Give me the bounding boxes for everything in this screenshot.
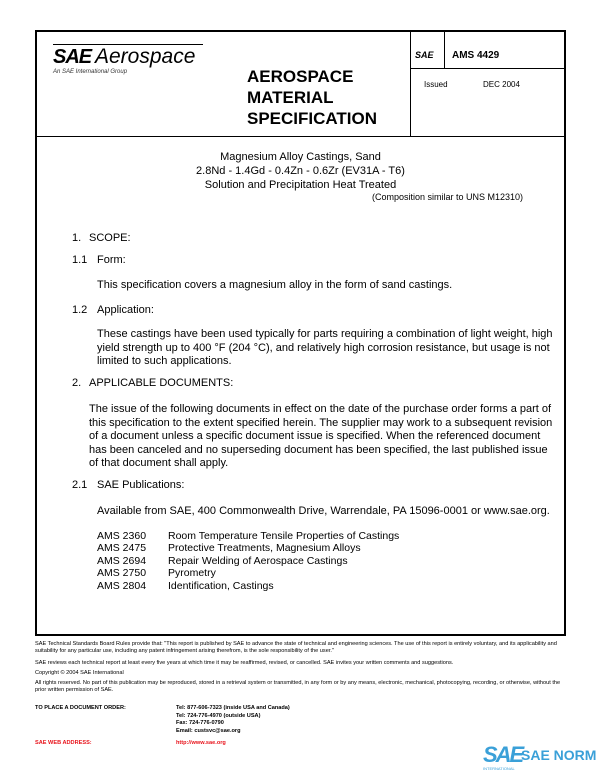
footer-rights: All rights reserved. No part of this publication may be reproduced, stored in a retrieval system or transmitted, in any form or by any means, electronic, mechanical, photocopying, recording, or otherwise, without the prior written permission of SAE. [35, 680, 561, 693]
sae-logo: SAE [53, 46, 92, 68]
web-link[interactable]: http://www.sae.org [176, 740, 226, 746]
title-line: Solution and Precipitation Heat Treated [204, 179, 397, 191]
section-heading: SCOPE: [89, 232, 131, 244]
section-number: 2.1 [72, 479, 88, 491]
section-heading: Application: [97, 304, 154, 316]
contact-line: Email: custsvc@sae.org [176, 728, 241, 735]
section-text: Available from SAE, 400 Commonwealth Drive, Warrendale, PA 15096-0001 or www.sae.org. [97, 505, 550, 517]
doc-type [247, 66, 377, 129]
reference-title: Protective Treatments, Magnesium Alloys [168, 542, 361, 555]
reference-code: AMS 2804 [97, 579, 147, 592]
doc-type-line: MATERIAL [247, 88, 334, 107]
aerospace-logo: Aerospace [95, 45, 196, 68]
section-number: 1.1 [72, 254, 88, 266]
watermark-logo: SAE [483, 742, 523, 767]
reference-code: AMS 2360 [97, 530, 147, 542]
section-number: 2. [72, 377, 82, 389]
section-number: 1. [72, 232, 82, 244]
reference-title: Pyrometry [168, 567, 216, 580]
divider [410, 30, 411, 136]
issued-date: DEC 2004 [483, 80, 520, 89]
contact-line: Fax: 724-776-0790 [176, 720, 224, 727]
section-text: These castings have been used typically for parts requiring a combination of light weight, high yield strength up to 400 °F (204 °C), and relatively high corrosion resistance, but usage is not limited to such applications. [97, 328, 553, 367]
reference-item [97, 555, 399, 567]
sae-small-logo: SAE [415, 50, 434, 60]
reference-item [97, 530, 399, 542]
composition-note: (Composition similar to UNS M12310) [372, 192, 524, 202]
logo-subtitle: An SAE International Group [53, 69, 128, 75]
order-label: TO PLACE A DOCUMENT ORDER: [35, 705, 126, 711]
footer-rules: SAE Technical Standards Board Rules provide that: "This report is published by SAE to advance the state of technical and engineering sciences. The use of this report is entirely voluntary, and its applicability and suitability for any particular use, including any patent infringement arising therefrom, is the sole responsibility of the user." [35, 641, 557, 654]
section-heading: SAE Publications: [97, 479, 185, 491]
contact-line: Tel: 724-776-4970 (outside USA) [176, 712, 261, 719]
reference-item [97, 542, 399, 554]
reference-title: Repair Welding of Aerospace Castings [168, 554, 348, 567]
watermark-sub: INTERNATIONAL [483, 766, 515, 771]
reference-code: AMS 2475 [97, 542, 147, 555]
issued-label: Issued [424, 80, 448, 89]
doc-type-line: AEROSPACE [247, 67, 354, 86]
title-line: Magnesium Alloy Castings, Sand [220, 151, 381, 163]
divider [444, 30, 445, 68]
divider [410, 68, 566, 69]
section-number: 1.2 [72, 304, 88, 316]
reference-item [97, 580, 399, 592]
reference-code: AMS 2694 [97, 554, 147, 567]
section-heading: APPLICABLE DOCUMENTS: [89, 377, 234, 389]
section-text: This specification covers a magnesium alloy in the form of sand castings. [97, 279, 453, 291]
doc-number: AMS 4429 [452, 50, 500, 61]
reference-list [97, 530, 399, 592]
divider [35, 136, 566, 137]
web-label: SAE WEB ADDRESS: [35, 740, 92, 746]
doc-title [35, 150, 566, 192]
footer-copyright: Copyright © 2004 SAE International [35, 670, 124, 676]
title-line: 2.8Nd - 1.4Gd - 0.4Zn - 0.6Zr (EV31A - T6) [196, 165, 405, 177]
reference-title: Room Temperature Tensile Properties of Castings [168, 530, 400, 542]
doc-type-line: SPECIFICATION [247, 109, 378, 128]
reference-title: Identification, Castings [168, 579, 274, 592]
contact-line: Tel: 877-606-7323 (inside USA and Canada) [176, 705, 290, 711]
reference-item [97, 567, 399, 579]
order-contacts [176, 705, 290, 736]
watermark-text: SAE NORM [521, 747, 597, 763]
reference-code: AMS 2750 [97, 567, 147, 580]
section-heading: Form: [97, 254, 126, 266]
footer-review: SAE reviews each technical report at least every five years at which time it may be reaffirmed, revised, or cancelled. SAE invites your written comments and suggestions. [35, 660, 454, 666]
section-text: The issue of the following documents in effect on the date of the purchase order forms a part of this specification to the extent specified herein. The supplier may work to a subsequent revision of a document unless a specific document issue is specified. When the referenced document has been canceled and no superseding document has been specified, the last published issue of that document shall apply. [89, 403, 553, 469]
